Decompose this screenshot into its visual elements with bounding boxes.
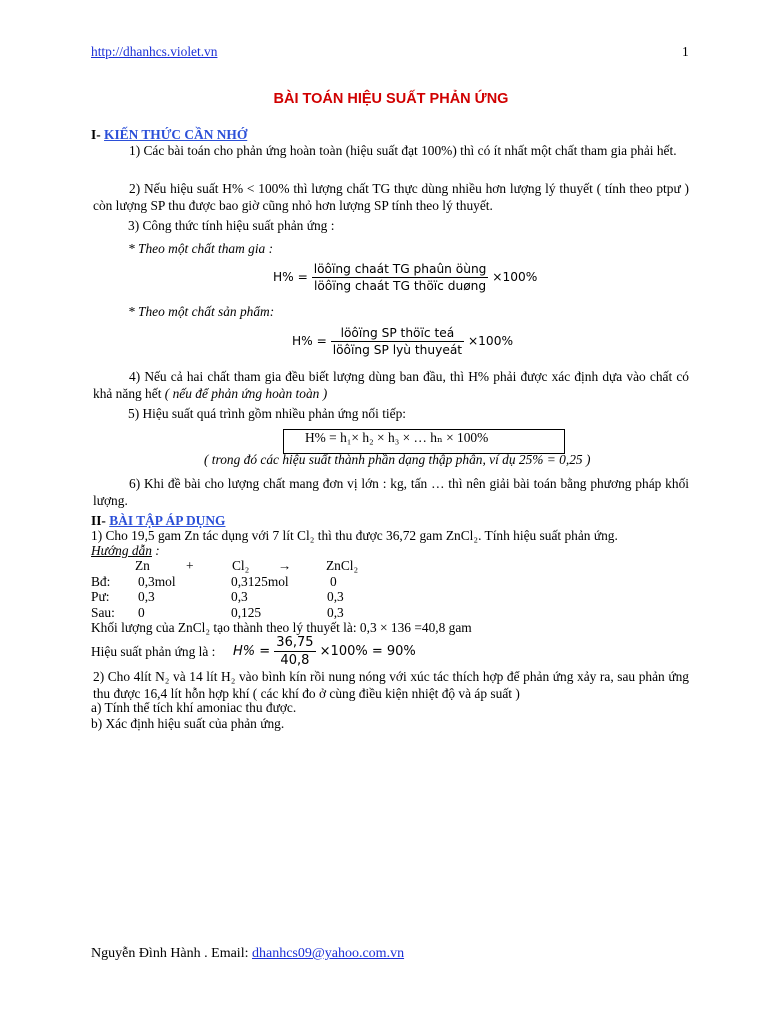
table-cell: 0,3	[138, 589, 155, 604]
table-head-zncl2: ZnCl₂	[326, 558, 359, 573]
footer-author: Nguyễn Đình Hành . Email:	[91, 946, 252, 961]
table-row-label: Pư:	[91, 589, 110, 604]
section2-number: II-	[91, 513, 106, 528]
table-head-cl2: Cl₂	[232, 558, 250, 573]
hieu-suat-label: Hiệu suất phản ứng là :	[91, 644, 216, 659]
section1-heading	[91, 127, 247, 143]
formula-product-numerator: löôïng SP thöïc teá	[331, 326, 464, 342]
section1-p4	[93, 368, 689, 402]
table-head-zn: Zn	[135, 558, 150, 573]
huong-dan-text: Hướng dẫn	[91, 543, 152, 558]
huong-dan-label	[91, 543, 160, 559]
huong-dan-colon: :	[151, 543, 160, 558]
header-url-link[interactable]: http://dhanhcs.violet.vn	[91, 44, 218, 59]
theo-san-pham-label: * Theo một chất sản phẩm:	[128, 304, 275, 319]
formula-reactant	[273, 262, 537, 293]
table-head-plus: +	[186, 558, 194, 573]
efficiency-formula-rhs: ×100% = 90%	[319, 644, 416, 659]
theo-tham-gia-label: * Theo một chất tham gia :	[128, 241, 274, 256]
table-row-label: Sau:	[91, 605, 115, 620]
formula-product-lhs: H% =	[292, 334, 327, 348]
section1-label: KIẾN THỨC CẦN NHỚ	[104, 127, 248, 142]
page-number: 1	[682, 44, 689, 59]
efficiency-formula-denominator: 40,8	[280, 653, 310, 668]
efficiency-formula-fraction	[274, 635, 315, 668]
section1-p3: 3) Công thức tính hiệu suất phản ứng :	[128, 218, 335, 233]
formula-reactant-fraction	[312, 262, 489, 293]
exercise2-part-a: a) Tính thể tích khí amoniac thu được.	[91, 700, 297, 715]
formula-product-fraction	[331, 326, 464, 357]
efficiency-formula-numerator: 36,75	[276, 635, 314, 650]
section1-p2: 2) Nếu hiệu suất H% < 100% thì lượng chất TG thực dùng nhiều hơn lượng lý thuyết ( tính theo ptpư ) còn lượng SP thu được bao giờ cũng nhỏ hơn lượng SP tính theo lý thuyết.	[93, 181, 689, 213]
section1-p6: 6) Khi đề bài cho lượng chất mang đơn vị lớn : kg, tấn … thì nên giải bài toán bằng phương pháp khối lượng.	[93, 476, 689, 508]
exercise2-part-b: b) Xác định hiệu suất của phản ứng.	[91, 716, 285, 731]
footer	[91, 946, 404, 962]
section1-p4-note: ( nếu để phản ứng hoàn toàn )	[164, 386, 328, 401]
khoi-luong-text: Khối lượng của ZnCl₂ tạo thành theo lý thuyết là: 0,3 × 136 =40,8 gam	[91, 620, 472, 635]
exercise2-question: 2) Cho 4lít N₂ và 14 lít H₂ vào bình kín rồi nung nóng với xúc tác thích hợp để phản ứng xảy ra, sau phản ứng thu được 16,4 lít hỗn hợp khí ( các khí đo ở cùng điều kiện nhiệt độ và áp suất )	[93, 669, 689, 701]
formula-chain-note: ( trong đó các hiệu suất thành phần dạng thập phân, ví dụ 25% = 0,25 )	[204, 452, 591, 467]
table-cell: 0,3125mol	[231, 574, 289, 589]
section1-p5: 5) Hiệu suất quá trình gồm nhiều phản ứng nối tiếp:	[128, 406, 406, 421]
footer-email-link[interactable]: dhanhcs09@yahoo.com.vn	[251, 946, 405, 961]
table-cell: 0,3	[327, 589, 344, 604]
section1-number: I-	[91, 127, 101, 142]
page-title: BÀI TOÁN HIỆU SUẤT PHẢN ỨNG	[273, 91, 509, 107]
efficiency-formula	[233, 635, 416, 668]
formula-product-rhs: ×100%	[467, 334, 514, 348]
formula-reactant-numerator: löôïng chaát TG phaûn öùng	[313, 262, 487, 276]
section2-label: BÀI TẬP ÁP DỤNG	[109, 513, 226, 528]
formula-chain: H% = h₁× h₂ × h₃ × … hₙ × 100%	[305, 430, 489, 445]
table-cell: 0,3mol	[138, 574, 176, 589]
table-cell: 0	[138, 605, 145, 620]
formula-product	[292, 326, 513, 357]
formula-product-denominator: löôïng SP lyù thuyeát	[332, 343, 463, 357]
table-cell: 0,3	[231, 589, 248, 604]
section1-p4-text: 4) Nếu cả hai chất tham gia đều biết lượng dùng ban đầu, thì H% phải được xác định dựa vào chất có khả năng hết	[93, 369, 689, 401]
table-head-arrow: →	[278, 558, 292, 573]
section1-p1: 1) Các bài toán cho phản ứng hoàn toàn (hiệu suất đạt 100%) thì có ít nhất một chất tham gia phải hết.	[129, 143, 677, 158]
formula-reactant-rhs: ×100%	[492, 270, 538, 284]
section2-heading	[91, 513, 225, 529]
exercise1-question: 1) Cho 19,5 gam Zn tác dụng với 7 lít Cl₂ thì thu được 36,72 gam ZnCl₂. Tính hiệu suất phản ứng.	[91, 528, 618, 543]
efficiency-formula-lhs: H% =	[233, 644, 271, 659]
formula-reactant-denominator: löôïng chaát TG thöïc duøng	[314, 279, 487, 293]
table-cell: 0	[330, 574, 337, 589]
table-cell: 0,125	[231, 605, 262, 620]
table-cell: 0,3	[327, 605, 344, 620]
table-row-label: Bđ:	[91, 574, 111, 589]
formula-reactant-lhs: H% =	[273, 270, 308, 284]
